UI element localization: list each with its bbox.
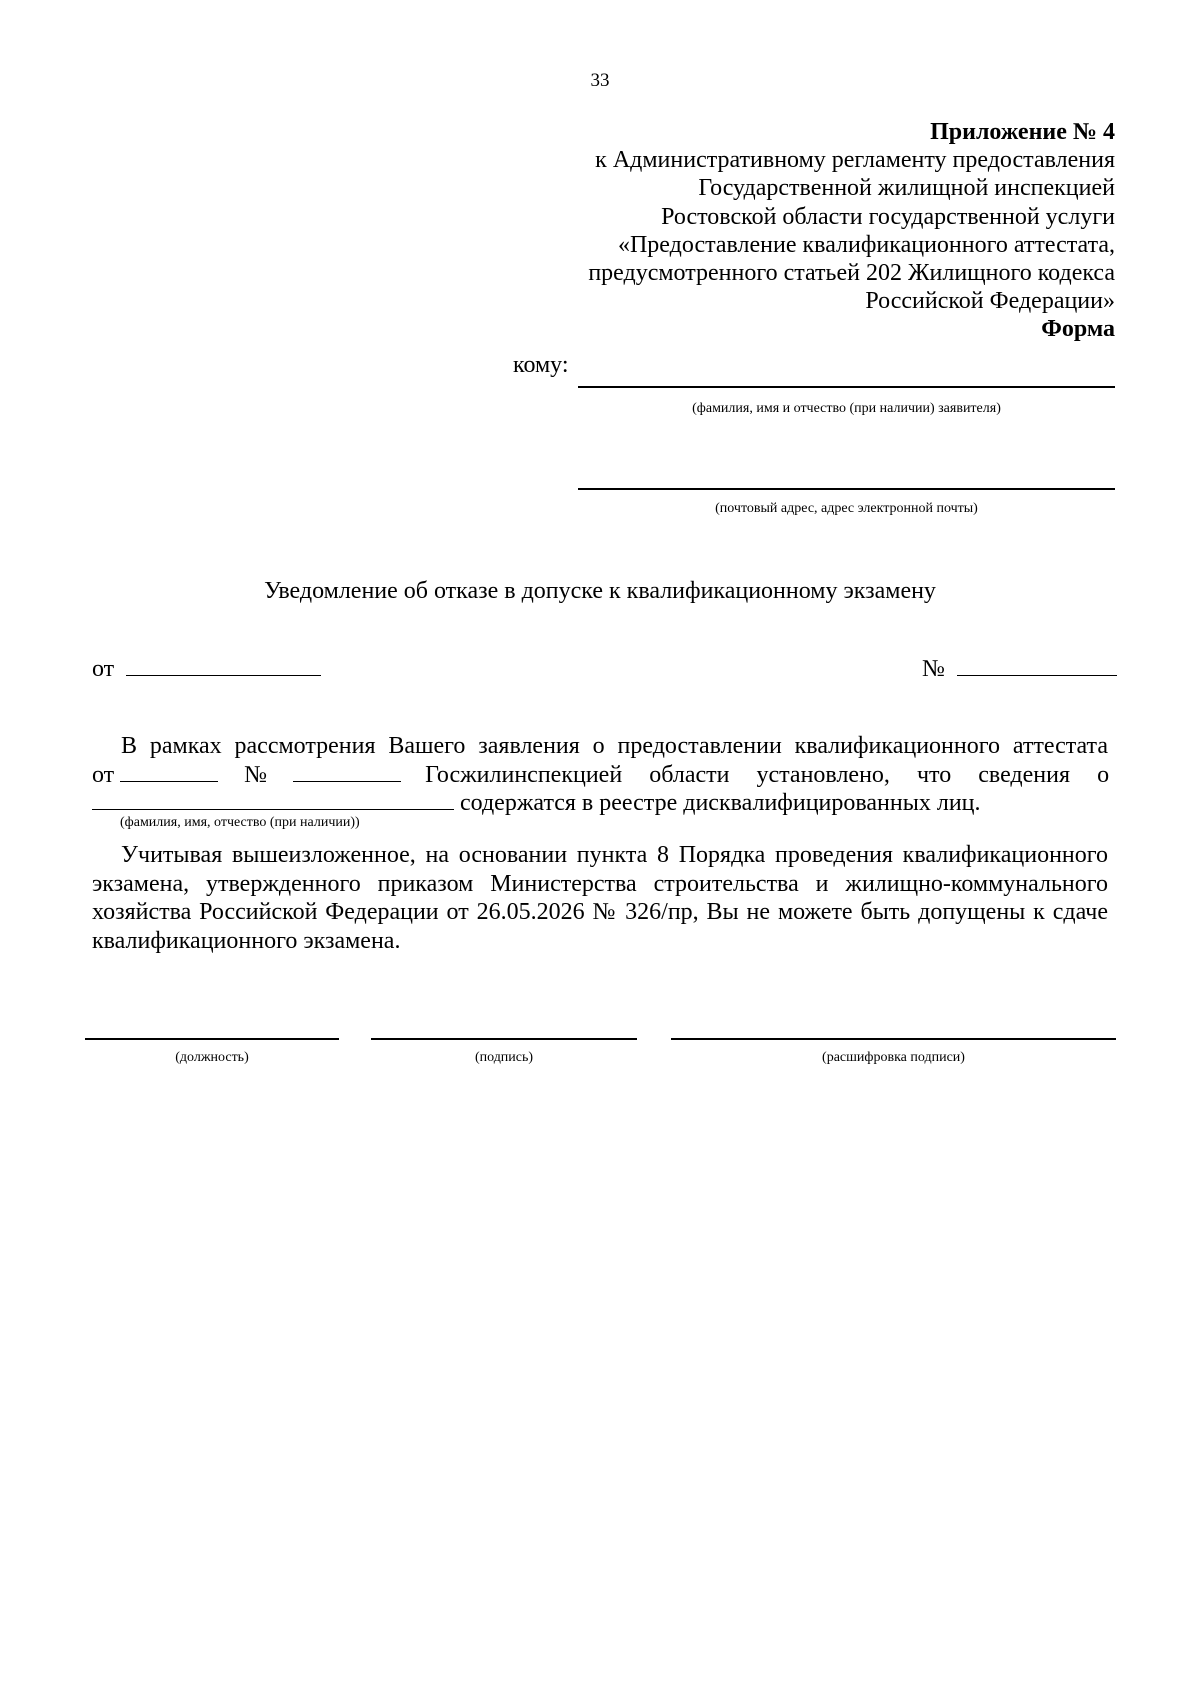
disqualified-person-field[interactable] (92, 789, 454, 810)
from-text: от (92, 761, 115, 788)
paragraph-2 (92, 841, 1108, 955)
addressee-name-caption: (фамилия, имя и отчество (при наличии) заявителя) (692, 401, 1001, 416)
paragraph-1-line-2 (92, 761, 1108, 790)
annex-line: предусмотренного статьей 202 Жилищного кодекса (588, 260, 1115, 287)
annex-line: к Административному регламенту предоставления (595, 147, 1115, 174)
paragraph-1 (92, 732, 1108, 818)
paragraph-2-line: хозяйства Российской Федерации от 26.05.2026 № 326/пр, Вы не можете быть допущены к сдаче (92, 899, 1108, 925)
addressee-address-caption: (почтовый адрес, адрес электронной почты) (715, 501, 978, 516)
signature-caption: (подпись) (474, 1050, 534, 1065)
annex-line: Ростовской области государственной услуги (661, 203, 1115, 230)
paragraph-1-line-2-text: Госжилинспекцией области установлено, что сведения о (425, 761, 1110, 788)
signature-decoding-field[interactable] (671, 1038, 1116, 1040)
date-row-number (922, 655, 1117, 683)
number-sign: № (244, 761, 268, 788)
date-row-from (92, 655, 321, 683)
page-number: 33 (590, 70, 610, 91)
paragraph-2-line: Учитывая вышеизложенное, на основании пункта 8 Порядка проведения квалификационного (121, 842, 1108, 868)
to-label: кому: (513, 352, 569, 378)
document-title: Уведомление об отказе в допуске к квалификационному экзамену (264, 578, 936, 604)
number-field[interactable] (957, 655, 1117, 676)
application-date-field[interactable] (120, 761, 218, 782)
from-label: от (92, 656, 115, 682)
position-caption: (должность) (175, 1050, 249, 1065)
annex-title: Приложение № 4 (930, 119, 1115, 145)
paragraph-1-line-3: содержатся в реестре дисквалифицированных лиц. (92, 789, 1108, 818)
annex-line: Российской Федерации» (865, 288, 1115, 315)
signature-field[interactable] (371, 1038, 637, 1040)
decoding-caption: (расшифровка подписи) (822, 1050, 965, 1065)
paragraph-2-line: квалификационного экзамена. (92, 927, 401, 954)
person-caption: (фамилия, имя, отчество (при наличии)) (120, 815, 360, 830)
addressee-name-field[interactable] (578, 386, 1115, 388)
form-label: Форма (1041, 316, 1115, 343)
paragraph-2-line: экзамена, утвержденного приказом Министерства строительства и жилищно-коммунального (92, 870, 1108, 897)
date-field[interactable] (126, 655, 321, 676)
position-field[interactable] (85, 1038, 339, 1040)
annex-line: Государственной жилищной инспекцией (698, 175, 1115, 202)
application-number-field[interactable] (293, 761, 401, 782)
number-label: № (922, 656, 945, 682)
annex-header (495, 118, 1115, 344)
paragraph-1-line-1: В рамках рассмотрения Вашего заявления о предоставлении квалификационного аттестата (121, 733, 1108, 759)
annex-line: «Предоставление квалификационного аттестата, (617, 231, 1115, 258)
addressee-address-field[interactable] (578, 488, 1115, 490)
